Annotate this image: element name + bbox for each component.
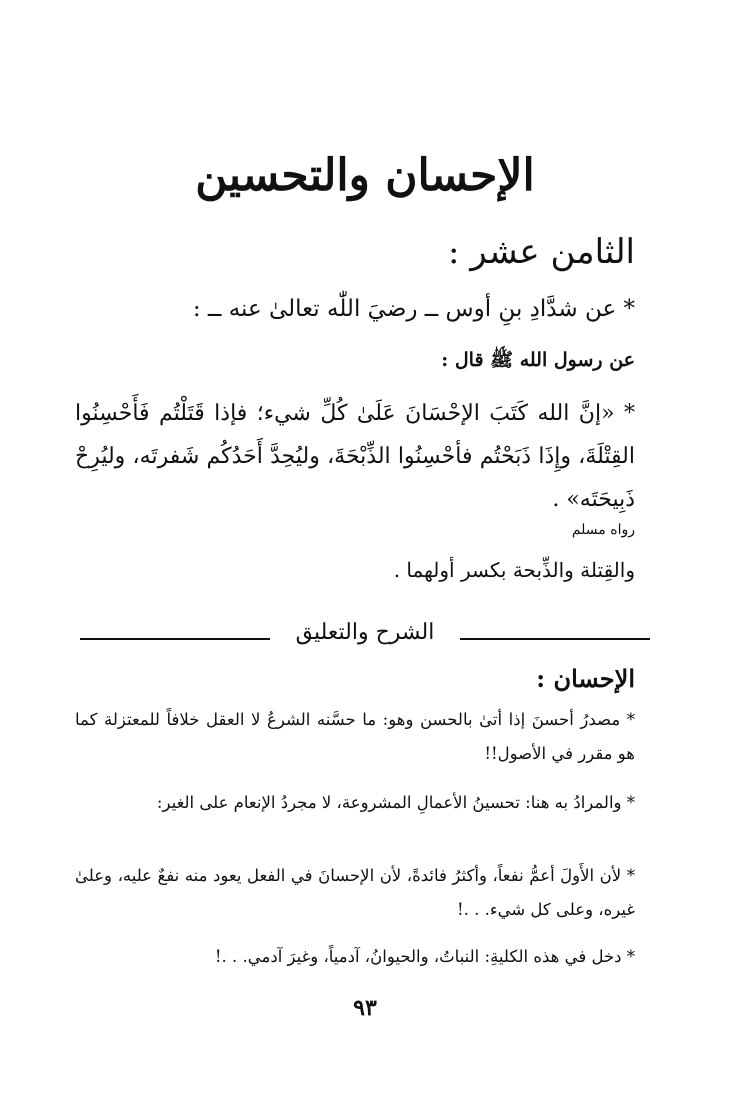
narrator-line: * عن شدَّادِ بنِ أوس ــ رضيَ اللّٰه تعالىٰ عنه ــ : xyxy=(192,296,635,322)
paragraph: * دخل في هذه الكليةِ: النباتُ، والحيوانُ، آدمياً، وغيرَ آدمي. . .! xyxy=(214,947,635,966)
narrator-line-2: عن رسول الله ﷺ قال : xyxy=(441,349,635,371)
hadith-source: رواه مسلم xyxy=(571,522,635,538)
paragraph: * مصدرُ أحسنَ إذا أتىٰ بالحسن وهو: ما حسَّنه الشرعُ لا العقل خلافاً للمعتزلة كما هو مقرر في الأصول!! xyxy=(75,710,635,763)
divider-line-left xyxy=(80,638,270,640)
paragraph: * لأن الأَولَ أعمُّ نفعاً، وأكثرُ فائدةً، لأن الإحسانَ في الفعل يعود منه نفعٌ عليه، وعلىٰ غيره، وعلى كل شيء. . .! xyxy=(75,866,635,919)
subheading: الإحسان : xyxy=(536,664,635,693)
hadith-text: * «إنَّ الله كَتَبَ الإحْسَانَ عَلَىٰ كُلِّ شيء؛ فإذا قَتَلْتُم فَأَحْسِنُوا القِتْلَةَ، وإِذَا ذَبَحْتُم فأحْسِنُوا الذِّبْحَةَ، وليُحِدَّ أَحَدُكُم شَفرتَه، وليُرِحْ ذَبِيحَتَه» . xyxy=(75,401,635,512)
chapter-heading: الثامن عشر : xyxy=(448,232,635,272)
section-label: الشرح والتعليق xyxy=(295,620,435,645)
page-title: الإحسان والتحسين xyxy=(195,150,535,201)
paragraph: * والمرادُ به هنا: تحسينُ الأعمالِ المشروعة، لا مجردُ الإنعام على الغير: xyxy=(156,793,635,812)
section-divider xyxy=(80,620,650,656)
divider-line-right xyxy=(460,638,650,640)
vocalization-note: والقِتلة والذِّبحة بكسر أولهما . xyxy=(393,558,635,582)
page-number: ٩٣ xyxy=(353,995,377,1021)
